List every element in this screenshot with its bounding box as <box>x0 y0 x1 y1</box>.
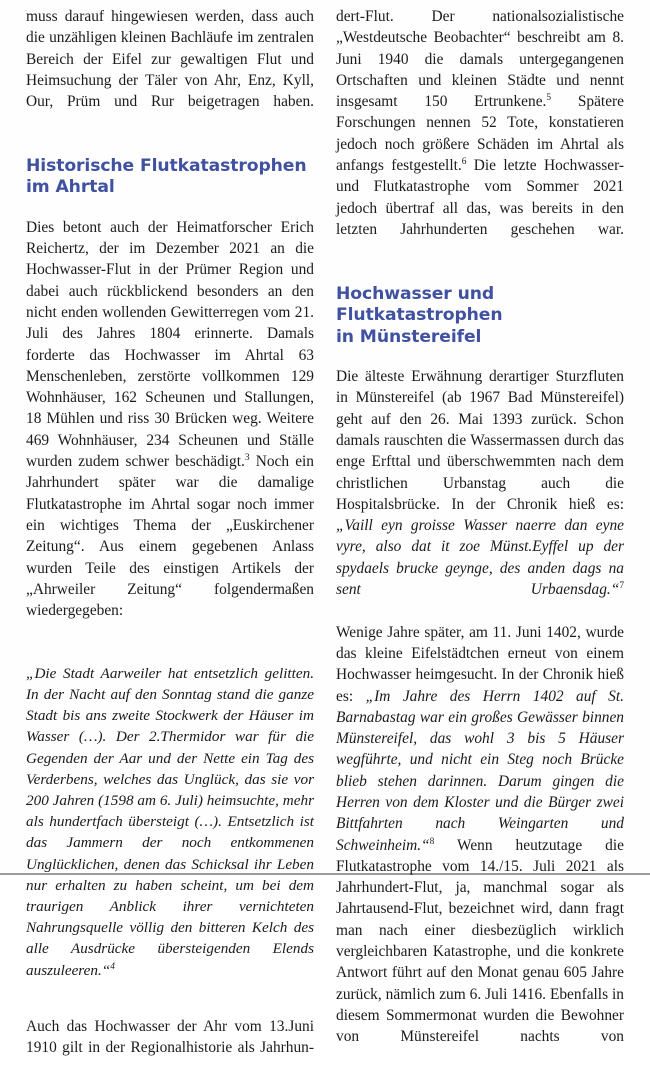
paragraph-reichertz-text-part-2: Noch ein Jahrhundert später war die damalige Flutkatastrophe im Ahrtal sogar noch immer ein wichtiges Thema der „Euskirchener Zeitung“. Aus einem gegebenen Anlass wurden Teile des einstigen Artikels der „Ahrweiler Zeitung“ folgendermaßen wiedergegeben: <box>26 453 314 620</box>
left-text-column <box>26 6 314 1057</box>
paragraph-ahr-1910: Auch das Hochwasser der Ahr vom 13.Juni 1910 gilt in der Regionalhistorie als Jahrhun- <box>26 1017 314 1057</box>
paragraph-reichertz-1804 <box>26 217 314 643</box>
paragraph-hochwasser-1402 <box>336 622 624 1069</box>
paragraph-2021-comparison-text: Wenn heutzutage die Flutkatastrophe vom 14./15. Juli 2021 als Jahrhundert-Flut, ja, manchmal sogar als Jahrtausend-Flut, bezeichnet wird, dann fragt man nach einer diesbezüglich wirklich vergleichbaren Katastrophe, und die konkrete Antwort führt auf den Monat genau 605 Jahre zurück, nämlich zum 6. Juli 1416. Ebenfalls in diesem Sommermonat wurden die Bewohner von Münstereifel nachts von <box>336 836 624 1046</box>
footnote-marker-4: 4 <box>110 961 115 972</box>
blockquote-ahrweiler-text: „Die Stadt Aarweiler hat entsetzlich gelitten. In der Nacht auf den Sonntag stand die ganze Stadt bis ans zweite Stockwerk der Häuser im Wasser (…). Der 2.Thermidor war für die Gegenden der Aar und der Nette ein Tag des Verderbens, welches das Unglück, das sie vor 200 Jahren (1598 am 6. Juli) heimsuchte, mehr als hundertfach übersteigt (…). Entsetzlich ist das Jammern der noch entkommenen Unglücklichen, denen das Schicksal ihr Leben nur erhalten zu haben scheint, um bei dem traurigen Anblick ihrer vernichteten Nahrungsquelle völlig den bitteren Kelch des alle Ausdrücke übersteigenden Elends auszuleeren.“ <box>26 664 314 979</box>
footnote-marker-6: 6 <box>461 156 467 167</box>
heading-line-1: Hochwasser und Flutkatastrophen <box>336 283 503 326</box>
footnote-marker-7: 7 <box>619 580 624 591</box>
paragraph-continued-from-previous-page: muss darauf hingewiesen werden, dass auch die unzähligen kleinen Bachläufe im zentralen Bereich der Eifel zur gewaltigen Flut und Heimsuchung der Täler von Ahr, Enz, Kyll, Our, Prüm und Rur beigetragen haben. <box>26 8 314 111</box>
paragraph-jahrhundertflut-part-2: Spätere Forschungen nennen 52 Tote, konstatieren jedoch noch größere Schäden im Ahrtal als anfangs festgestellt. <box>336 93 624 175</box>
section-heading-hochwasser-muenstereifel <box>336 284 624 349</box>
paragraph-1402-lead-text: Wenige Jahre später, am 11. Juni 1402, wurde das kleine Eifelstädtchen erneut von einem Hochwasser heimgesucht. In der Chronik hieß es: <box>336 623 624 705</box>
heading-line-2: in Münstereifel <box>336 326 482 347</box>
paragraph-jahrhundertflut-part-3: Die letzte Hochwasser- und Flutkatastrophe vom Sommer 2021 jedoch übertraf all das, was bereits in den letzten Jahrhunderten geschehen war. <box>336 157 625 238</box>
right-text-column <box>336 6 625 1046</box>
paragraph-reichertz-text-part-1: Dies betont auch der Heimatforscher Erich Reichertz, der im Dezember 2021 an die Hochwasser-Flut in der Prümer Region und dabei auch rückblickend besonders an den nicht enden wollenden Gewitterregen vom 21. Juli des Jahres 1804 erinnerte. Damals forderte das Hochwasser im Ahrtal 63 Menschenleben, zerstörte vollkommen 129 Wohnhäuser, 162 Scheunen und Stallungen, 18 Mühlen und riss 30 Brücken weg. Weitere 469 Wohnhäuser, 234 Scheunen und Ställe wurden zudem schwer beschädigt. <box>26 218 314 471</box>
section-heading-historische-flutkatastrophen <box>26 156 314 199</box>
footnote-marker-8: 8 <box>429 836 435 847</box>
heading-line-2: im Ahrtal <box>26 177 115 198</box>
chronicle-quote-1393: „Vaill eyn groisse Wasser naerre dan eyne vyre, also dat it zoe Münst.Eyffel up der spydaels brucke geynge, des anden dags na sent Urbaensdag.“ <box>336 517 624 599</box>
blockquote-ahrweiler-zeitung <box>26 663 314 1002</box>
chronicle-quote-1402: „Im Jahre des Herrn 1402 auf St. Barnabastag war ein großes Gewässer binnen Münstereifel, das wohl 3 bis 5 Häuser wegführte, und nicht ein Steg noch Brücke blieb stehen darinnen. Darum gingen die Herren von dem Kloster und die Bürger zwei Bittfahrten nach Weingarten und Schweinheim.“ <box>336 687 624 854</box>
footnote-marker-3: 3 <box>244 452 250 463</box>
two-column-layout <box>26 6 625 1057</box>
paragraph-1393-lead-text: Die älteste Erwähnung derartiger Sturzfluten in Münstereifel (ab 1967 Bad Münstereifel) geht auf den 26. Mai 1393 zurück. Schon damals rauschten die Wassermassen durch das enge Erfttal und überschwemmten nach dem christlichen Urbanstag auch die Hospitalsbrücke. In der Chronik hieß es: <box>336 368 624 513</box>
footnote-marker-5: 5 <box>546 93 552 104</box>
paragraph-jahrhundertflut-part-1: dert-Flut. Der nationalsozialistische „Westdeutsche Beobachter“ beschreibt am 8. Juni 1940 die damals untergegangenen Ortschaften und kleinen Städte und nennt insgesamt 150 Ertrunkene. <box>336 8 624 111</box>
paragraph-sturzfluten-1393 <box>336 366 624 622</box>
paragraph-jahrhundertflut-1910-continued <box>336 6 624 262</box>
heading-line-1: Historische Flutkatastrophen <box>26 155 307 176</box>
